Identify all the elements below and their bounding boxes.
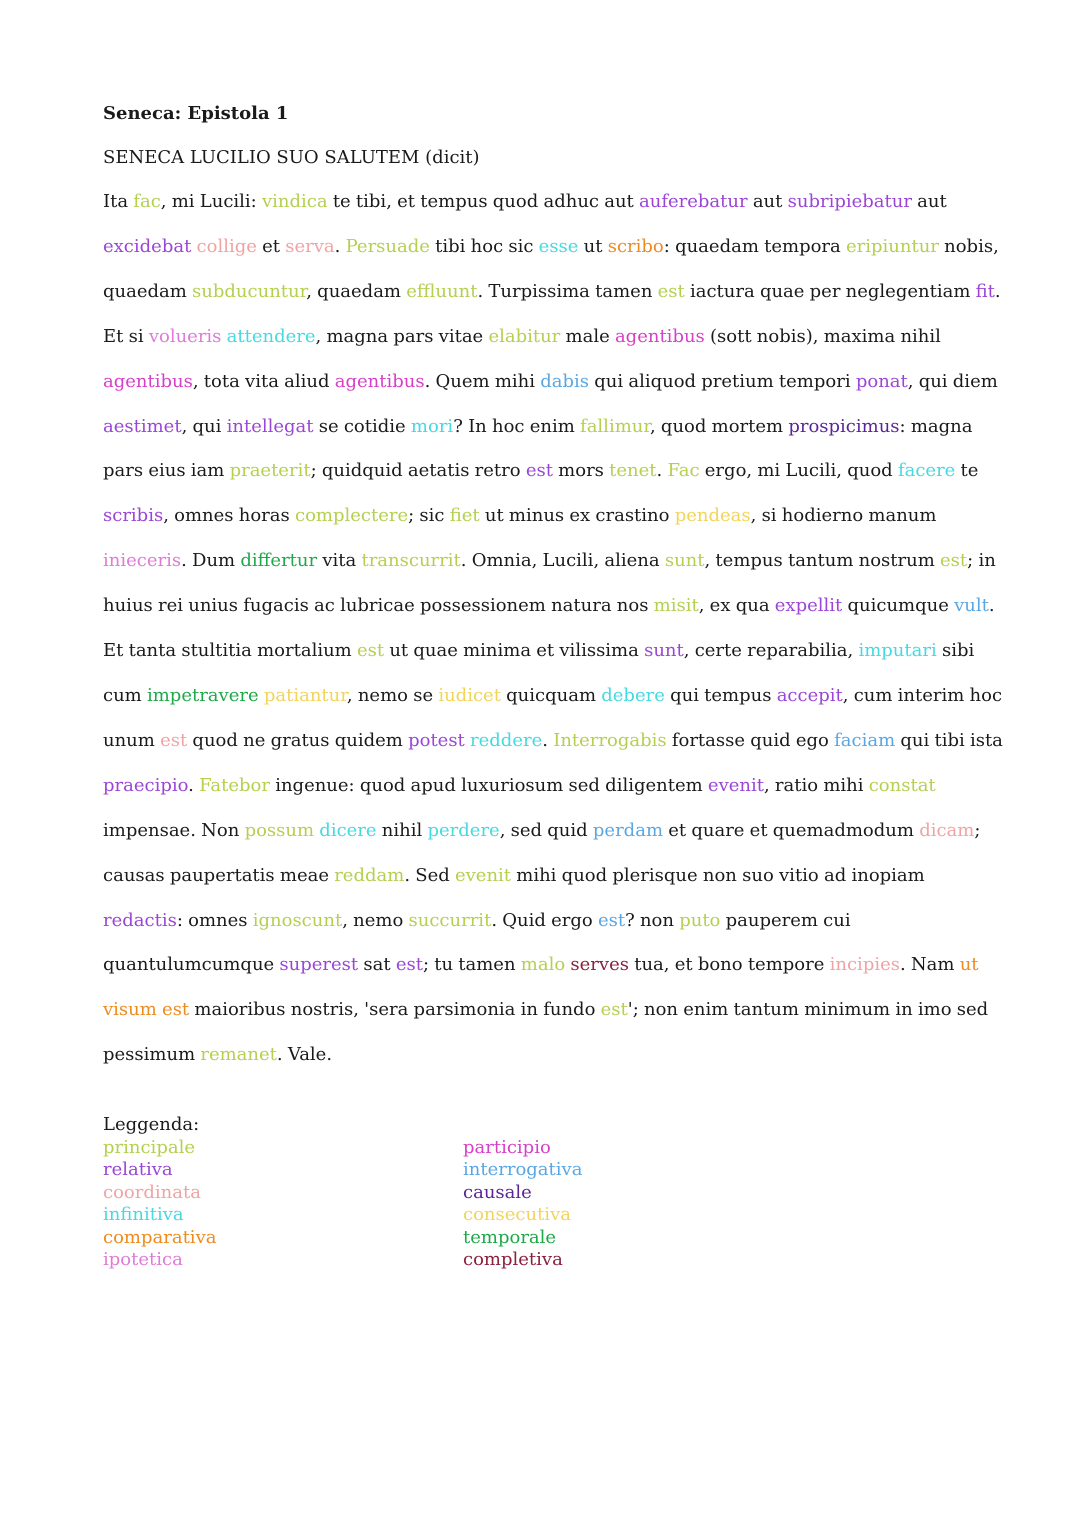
verb-relativa: auferebatur	[639, 191, 748, 212]
text-segment: ut minus ex crastino	[479, 505, 675, 527]
verb-principale: praeterit	[229, 460, 311, 482]
text-segment: tibi hoc sic	[429, 235, 539, 257]
text-segment: . Vale.	[276, 1044, 333, 1066]
verb-infinitiva: debere	[601, 684, 665, 706]
legend-column-left	[103, 1137, 463, 1272]
verb-relativa: excidebat	[103, 235, 192, 257]
text-segment: : omnes	[176, 909, 253, 931]
verb-interrogativa: dabis	[540, 370, 590, 392]
text-segment: . Omnia, Lucili, aliena	[460, 550, 665, 572]
verb-consecutiva: patiantur	[263, 684, 347, 706]
legend-item-comparativa: comparativa	[103, 1226, 217, 1248]
legend-item-ipotetica: ipotetica	[103, 1249, 183, 1271]
text-segment: , nemo	[342, 909, 409, 931]
verb-principale: effluunt	[406, 280, 478, 302]
text-segment: nobis, quaedam	[103, 235, 1005, 302]
text-segment: , sed quid	[499, 819, 593, 841]
text-segment: quicumque	[842, 595, 955, 617]
text-segment: iactura quae per neglegentiam	[684, 280, 976, 302]
text-segment: : quaedam tempora	[663, 235, 846, 257]
legend-title: Leggenda:	[103, 1114, 200, 1136]
verb-interrogativa: perdam	[592, 819, 664, 841]
text-segment: mihi quod plerisque non suo vitio ad inopiam	[511, 864, 930, 886]
text-segment: . Et tanta stultitia mortalium	[103, 595, 1000, 662]
verb-completiva: serves	[570, 954, 629, 976]
verb-coordinata: est	[160, 729, 188, 751]
verb-principale: Fac	[667, 460, 700, 482]
verb-principale: elabitur	[488, 325, 561, 347]
legend-item-consecutiva: consecutiva	[463, 1204, 571, 1226]
text-segment: ingenue: quod apud luxuriosum sed diligentem	[269, 774, 708, 796]
verb-relativa: evenit	[707, 774, 764, 796]
text-segment: . Turpissima tamen	[477, 280, 658, 302]
text-segment: et quare et quemadmodum	[663, 819, 920, 841]
text-segment: ut quae minima et vilissima	[384, 640, 645, 662]
verb-temporale: impetravere	[146, 684, 259, 706]
legend-item-temporale: temporale	[463, 1226, 557, 1248]
verb-relativa: est	[525, 460, 553, 482]
verb-comparativa: ut visum est	[103, 954, 984, 1021]
legend-item-principale: principale	[103, 1136, 195, 1158]
verb-relativa: scribis	[103, 505, 164, 527]
verb-infinitiva: dicere	[319, 819, 377, 841]
salutation-line: SENECA LUCILIO SUO SALUTEM (dicit)	[103, 147, 480, 168]
verb-principale: tenet	[609, 460, 657, 482]
verb-principale: eripiuntur	[845, 235, 939, 257]
verb-principale: fac	[133, 191, 161, 212]
legend	[103, 1114, 1003, 1272]
text-segment: , qui	[181, 415, 227, 437]
text-segment: , quod mortem	[649, 415, 789, 437]
legend-columns	[103, 1137, 1003, 1272]
text-segment: ; in huius rei unius fugacis ac lubricae possessionem natura nos	[103, 550, 1002, 617]
text-segment: ? non	[625, 909, 680, 931]
verb-participio: agentibus	[103, 370, 193, 392]
legend-item-interrogativa: interrogativa	[463, 1159, 583, 1181]
verb-principale: est	[940, 550, 968, 572]
verb-principale: remanet	[200, 1044, 277, 1066]
verb-infinitiva: attendere	[226, 325, 316, 347]
verb-relativa: fit	[975, 280, 995, 302]
verb-principale: fiet	[449, 505, 480, 527]
verb-relativa: accepit	[776, 684, 843, 706]
verb-principale: subducuntur	[192, 280, 307, 302]
verb-principale: evenit	[454, 864, 512, 886]
verb-principale: constat	[868, 774, 936, 796]
text-segment: , omnes horas	[163, 505, 295, 527]
text-segment: , cum interim hoc unum	[103, 684, 1008, 751]
text-segment: , nemo se	[346, 684, 439, 706]
verb-relativa: superest	[279, 954, 359, 976]
verb-ipotetica: volueris	[148, 325, 222, 347]
verb-consecutiva: iudicet	[438, 684, 501, 706]
verb-infinitiva: imputari	[858, 640, 937, 662]
text-segment: impensae. Non	[103, 774, 941, 841]
verb-relativa: praecipio	[103, 774, 189, 796]
verb-principale: transcurrit	[361, 550, 461, 572]
verb-principale: malo	[520, 954, 566, 976]
text-segment: te	[955, 460, 984, 482]
verb-principale: vindica	[261, 191, 328, 212]
verb-coordinata: dicam	[919, 819, 975, 841]
verb-relativa: subripiebatur	[787, 191, 912, 212]
text-segment: .	[542, 729, 554, 751]
text-segment: .	[334, 235, 346, 257]
legend-item-infinitiva: infinitiva	[103, 1204, 184, 1226]
verb-principale: succurrit	[408, 909, 492, 931]
verb-infinitiva: esse	[538, 235, 579, 257]
text-segment: .	[188, 774, 200, 796]
verb-relativa: redactis	[103, 909, 177, 931]
verb-coordinata: collige	[196, 235, 257, 257]
verb-relativa: est	[395, 954, 423, 976]
text-segment: ergo, mi Lucili, quod	[699, 460, 898, 482]
legend-item-coordinata: coordinata	[103, 1181, 201, 1203]
text-segment: maioribus nostris, 'sera parsimonia in fundo	[189, 999, 601, 1021]
text-segment: , quaedam	[306, 280, 407, 302]
text-segment: , certe reparabilia,	[683, 640, 859, 662]
text-segment: '; non enim tantum minimum in imo sed pessimum	[103, 999, 994, 1066]
text-segment: Ita	[103, 191, 134, 212]
text-segment: fortasse quid ego	[666, 729, 835, 751]
verb-causale: prospicimus	[788, 415, 900, 437]
verb-infinitiva: reddere	[470, 729, 543, 751]
text-segment: . Nam	[899, 954, 960, 976]
letter-body	[103, 180, 1009, 1078]
text-segment: , mi Lucili:	[160, 191, 262, 212]
text-segment: .	[656, 460, 668, 482]
text-segment: se cotidie	[313, 415, 411, 437]
verb-principale: misit	[653, 595, 699, 617]
document-page	[103, 100, 1009, 1272]
verb-relativa: aestimet	[103, 415, 182, 437]
verb-principale: ignoscunt	[252, 909, 343, 931]
text-segment: mors	[552, 460, 610, 482]
page-title: Seneca: Epistola 1	[103, 103, 289, 124]
verb-comparativa: scribo	[607, 235, 664, 257]
verb-participio: agentibus	[334, 370, 425, 392]
verb-infinitiva: perdere	[427, 819, 500, 841]
text-segment: tua, et bono tempore	[628, 954, 830, 976]
text-segment: , tota vita aliud	[192, 370, 335, 392]
verb-principale: est	[356, 640, 385, 662]
text-segment: nihil	[376, 819, 428, 841]
text-segment: ; tu tamen	[422, 954, 521, 976]
text-segment: vita	[317, 550, 362, 572]
text-segment: , magna pars vitae	[315, 325, 489, 347]
text-segment: ? In hoc enim	[453, 415, 581, 437]
text-segment: , qui diem	[907, 370, 1004, 392]
legend-item-causale: causale	[463, 1181, 532, 1203]
verb-principale: est	[657, 280, 685, 302]
verb-ipotetica: inieceris	[103, 550, 182, 572]
legend-column-right	[463, 1137, 582, 1272]
text-segment: qui tibi ista	[895, 729, 1009, 751]
verb-interrogativa: vult	[954, 595, 989, 617]
text-segment: . Quid ergo	[491, 909, 598, 931]
verb-coordinata: serva	[285, 235, 335, 257]
text-segment: (sott nobis), maxima nihil	[704, 325, 947, 347]
verb-relativa: sunt	[644, 640, 684, 662]
text-segment: qui aliquod pretium tempori	[589, 370, 856, 392]
verb-principale: reddam	[334, 864, 405, 886]
verb-coordinata: incipies	[829, 954, 900, 976]
verb-participio: agentibus	[614, 325, 705, 347]
text-segment: : magna pars eius iam	[103, 415, 978, 482]
text-segment: et	[256, 235, 286, 257]
verb-relativa: potest	[408, 729, 465, 751]
text-segment: quod ne gratus quidem	[187, 729, 409, 751]
verb-principale: Persuade	[345, 235, 430, 257]
text-segment: male	[560, 325, 615, 347]
verb-relativa: ponat	[855, 370, 908, 392]
text-segment: ut	[578, 235, 608, 257]
text-segment: pauperem cui quantulumcumque	[103, 909, 856, 976]
verb-interrogativa: faciam	[834, 729, 896, 751]
verb-principale: sunt	[664, 550, 705, 572]
verb-relativa: expellit	[774, 595, 843, 617]
legend-item-completiva: completiva	[463, 1249, 563, 1271]
legend-item-relativa: relativa	[103, 1159, 173, 1181]
verb-relativa: intellegat	[226, 415, 314, 437]
text-segment: ; sic	[408, 505, 450, 527]
text-segment: ; causas paupertatis meae	[103, 819, 986, 886]
verb-consecutiva: pendeas	[674, 505, 751, 527]
text-segment: . Dum	[181, 550, 241, 572]
verb-principale: Interrogabis	[553, 729, 667, 751]
verb-infinitiva: facere	[897, 460, 956, 482]
text-segment: , ex qua	[698, 595, 775, 617]
text-segment: quicquam	[500, 684, 602, 706]
text-segment: . Sed	[404, 864, 455, 886]
verb-principale: est	[600, 999, 628, 1021]
verb-temporale: differtur	[240, 550, 318, 572]
text-segment: , si hodierno manum	[750, 505, 942, 527]
verb-infinitiva: mori	[410, 415, 454, 437]
text-segment: . Et si	[103, 280, 1006, 347]
verb-principale: puto	[679, 909, 721, 931]
text-segment: aut	[911, 191, 952, 212]
text-segment: aut	[747, 191, 788, 212]
verb-principale: fallimur	[580, 415, 650, 437]
text-segment: , tempus tantum nostrum	[704, 550, 941, 572]
verb-interrogativa: est	[597, 909, 626, 931]
text-segment: te tibi, et tempus quod adhuc aut	[327, 191, 639, 212]
text-segment: , ratio mihi	[763, 774, 869, 796]
text-segment: ; quidquid aetatis retro	[310, 460, 526, 482]
text-segment: sat	[358, 954, 396, 976]
text-segment: qui tempus	[664, 684, 777, 706]
verb-principale: Fatebor	[199, 774, 270, 796]
verb-principale: possum	[244, 819, 315, 841]
text-segment: . Quem mihi	[424, 370, 541, 392]
verb-principale: complectere	[294, 505, 409, 527]
text-segment: sibi cum	[103, 640, 980, 706]
legend-item-participio: participio	[463, 1136, 551, 1158]
